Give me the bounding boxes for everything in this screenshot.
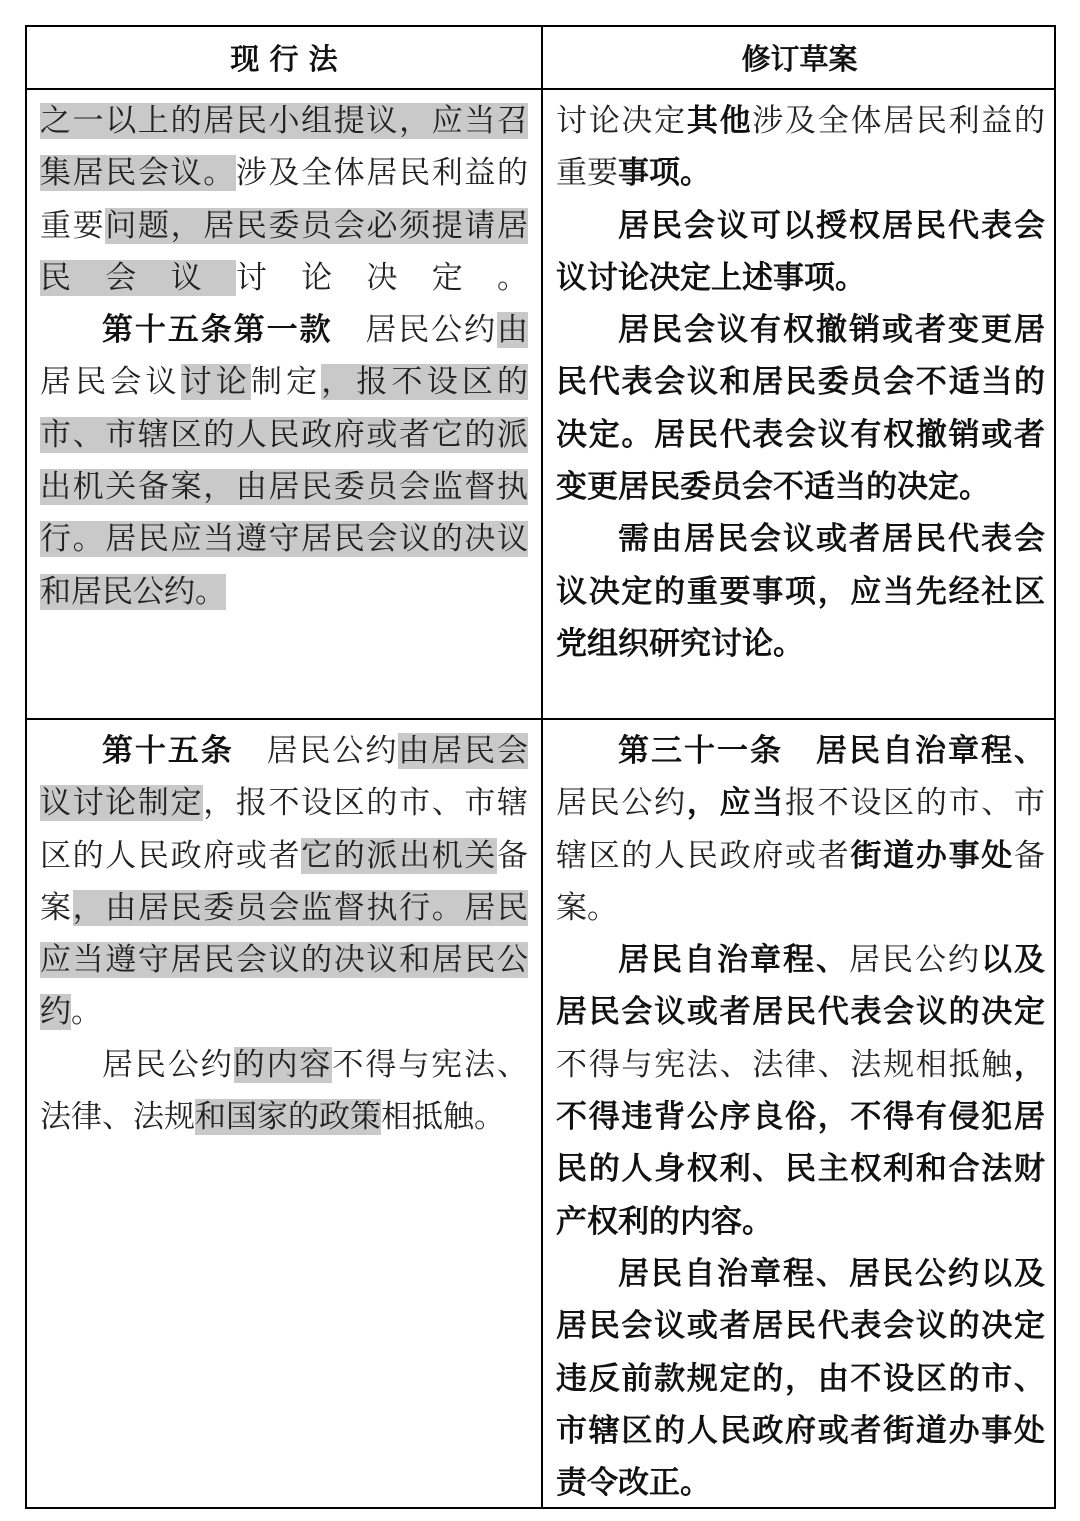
text-segment: 。 [71, 994, 102, 1031]
row2-revised-draft-cell [556, 725, 1045, 1509]
text-segment: 事项。 [618, 155, 711, 192]
text-segment: 居民自治章程、 [816, 733, 1045, 769]
text-segment: 的内容 [233, 1046, 333, 1083]
text-segment: 以及居民会议或者居民代表会议的决定 [556, 942, 1045, 1031]
text-segment: 居民公约 [102, 1046, 234, 1083]
row1-right-para1 [556, 95, 1045, 200]
text-segment: ，应当 [686, 785, 786, 822]
row1-left-para2 [40, 304, 528, 618]
text-segment: ，报不设区的市、市辖区的人民政府或者它的派出机关备案，由居民委员会监督执行。居民应当遵守居民会议的决议和居民公约。 [40, 364, 529, 610]
text-segment: 由 [497, 312, 529, 349]
row2-left-para2 [40, 1039, 528, 1144]
row1-right-para2: 居民会议可以授权居民代表会议讨论决定上述事项。 [556, 207, 1045, 296]
text-segment: 和国家的政策 [195, 1099, 381, 1136]
text-segment: 涉及全体居民利益的重要 [556, 103, 1046, 192]
text-segment: ，报不设区的市、市辖区的人民政府或者 [40, 785, 529, 874]
article-number: 第三十一条 [618, 733, 783, 769]
row2-right-para2 [556, 934, 1045, 1248]
header-current-law: 现 行 法 [230, 42, 338, 76]
column-divider [541, 27, 543, 1507]
text-segment: 居民自治章程、 [618, 942, 849, 979]
text-segment: 由居民会议讨论制定 [40, 733, 529, 822]
article-number: 第十五条 [102, 733, 234, 769]
text-segment: 其他 [686, 103, 753, 139]
header-revised-draft: 修订草案 [741, 42, 858, 76]
row1-right-para3: 居民会议有权撤销或者变更居民代表会议和居民委员会不适当的决定。居民代表会议有权撤销或者变更居民委员会不适当的决定。 [556, 312, 1045, 506]
text-segment: 相抵触。 [381, 1099, 505, 1136]
text-segment: 问题，居民委员会必须提请居民会议 [40, 207, 529, 296]
text-segment: 备案。 [556, 837, 1046, 926]
text-segment: ，由居民委员会监督执行。居民应当遵守居民会议的决议和居民公约 [40, 889, 529, 1031]
text-segment [783, 733, 816, 769]
text-segment: 居民会议 [40, 364, 181, 401]
row2-left-para1 [40, 725, 528, 1039]
row1-right-para4: 需由居民会议或者居民代表会议决定的重要事项，应当先经社区党组织研究讨论。 [556, 521, 1045, 662]
row1-current-law-cell [40, 95, 528, 618]
text-segment: 备案 [40, 837, 529, 926]
text-segment: 街道办事处 [850, 837, 1015, 874]
text-segment: 居民公约 [332, 312, 498, 349]
text-segment: 之一以上的居民小组提议，应当召集居民会议。 [40, 103, 528, 192]
text-segment: 不得与宪法、法律、法规 [40, 1046, 529, 1136]
text-segment: ，不得违背公序良俗，不得有侵犯居民的人身权利、民主权利和合法财产权利的内容。 [556, 1046, 1045, 1240]
comparison-table [25, 25, 1056, 1509]
text-segment: 讨论决定。 [235, 259, 529, 296]
text-segment: 居民公约 [556, 785, 687, 822]
article-number: 第十五条第一款 [102, 312, 333, 349]
row2-current-law-cell [40, 725, 528, 1143]
header-divider [27, 88, 1054, 90]
row-divider [27, 718, 1054, 720]
text-segment: 它的派出机关 [301, 837, 498, 874]
row1-left-para1 [40, 95, 528, 304]
text-segment: 讨论决定 [556, 103, 687, 139]
text-segment: 居民公约 [849, 942, 981, 979]
row1-revised-draft-cell [556, 95, 1045, 670]
row2-right-para3: 居民自治章程、居民公约以及居民会议或者居民代表会议的决定违反前款规定的，由不设区的市、市辖区的人民政府或者街道办事处责令改正。 [556, 1255, 1045, 1502]
text-segment: 报不设区的市、市辖区的人民政府或者 [556, 785, 1046, 874]
row2-right-para1 [556, 725, 1045, 934]
text-segment: 涉及全体居民利益的重要 [40, 155, 529, 244]
text-segment: 制定 [250, 364, 322, 401]
text-segment: 居民公约 [233, 733, 399, 769]
text-segment: 不得与宪法、法律、法规相抵触 [556, 1046, 1014, 1083]
text-segment: 讨论 [180, 364, 251, 401]
